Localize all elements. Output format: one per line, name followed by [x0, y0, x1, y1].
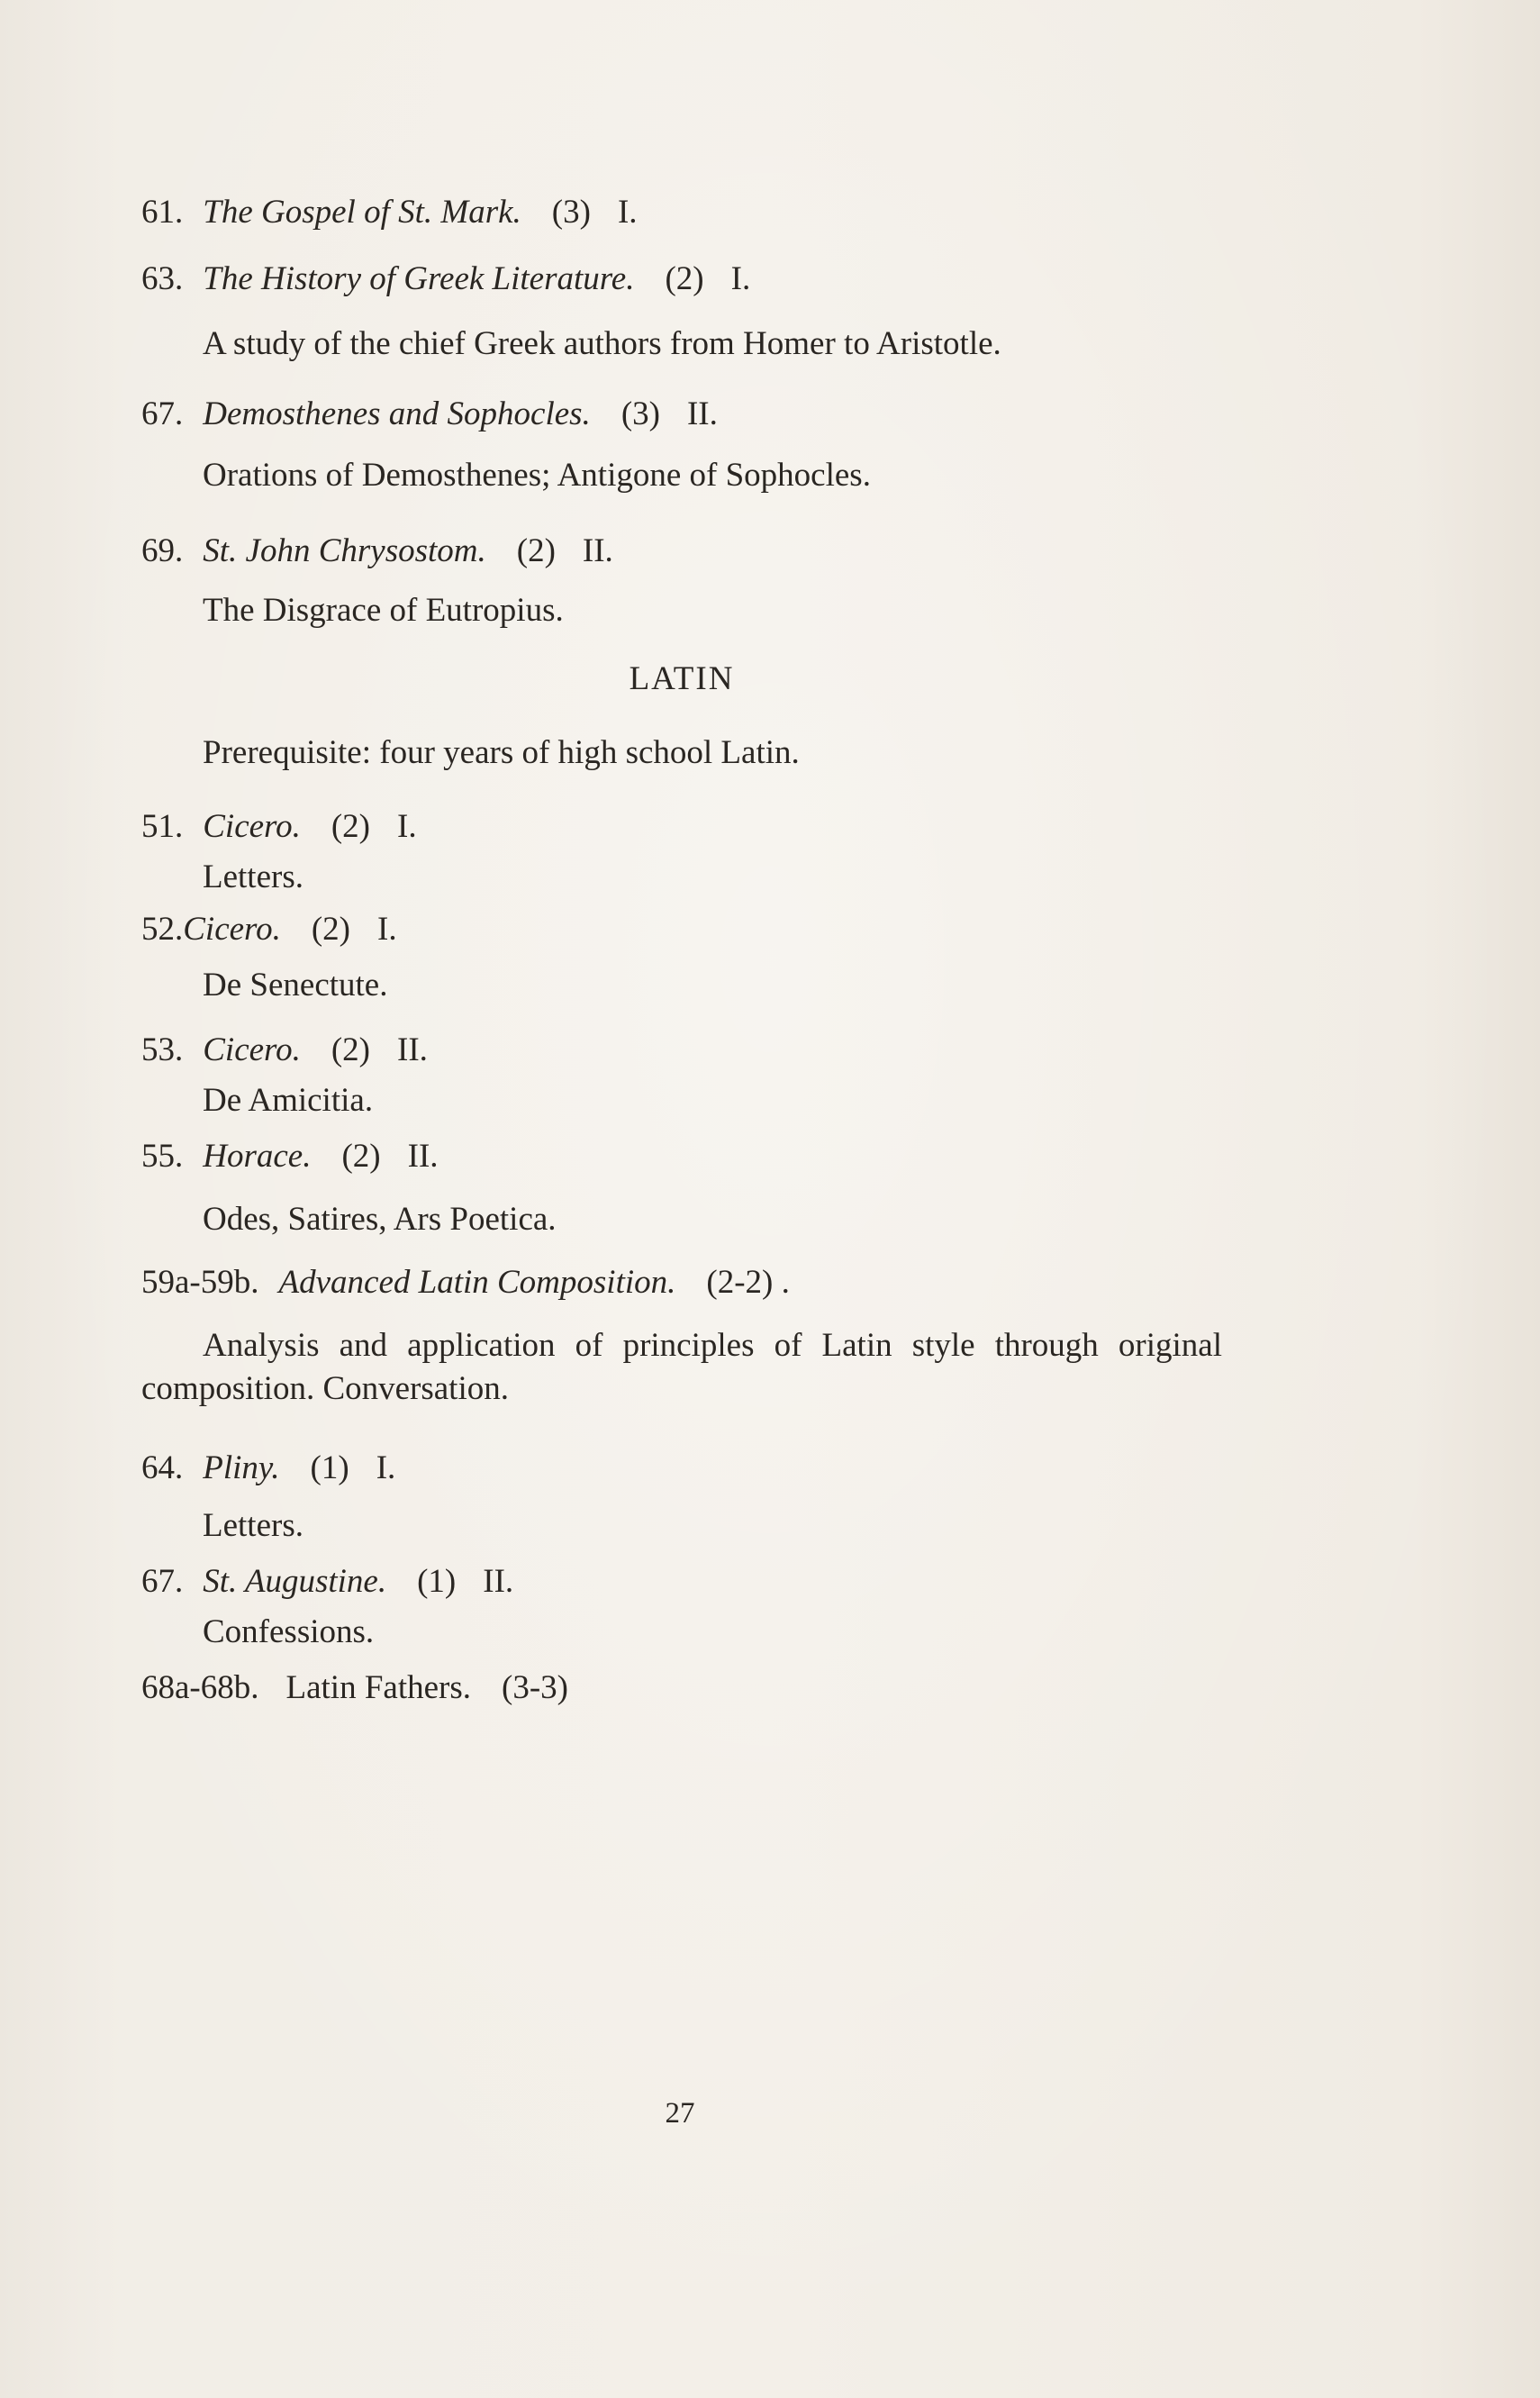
course-description: De Amicitia. [203, 1082, 374, 1119]
course-description: Orations of Demosthenes; Antigone of Sophocles. [203, 457, 871, 494]
course-heading [141, 1447, 1222, 1490]
course-term: II. [483, 1563, 514, 1600]
course-heading [141, 1029, 1222, 1072]
course-term: I. [730, 260, 751, 297]
course-heading [141, 191, 1222, 234]
course-description: Odes, Satires, Ars Poetica. [203, 1201, 557, 1238]
course-term: I. [377, 911, 397, 948]
course-heading [141, 908, 1222, 951]
course-heading [141, 530, 1222, 573]
course-number: 63. [141, 260, 184, 297]
course-number: 59a-59b. [141, 1264, 259, 1301]
course-number: 52. [141, 911, 184, 948]
course-credits: (3) [621, 395, 660, 432]
course-heading [141, 258, 1222, 301]
course-number: 68a-68b. [141, 1669, 259, 1706]
course-entry-latin-67 [141, 1560, 1222, 1654]
course-heading [141, 393, 1222, 436]
course-title: St. John Chrysostom. [203, 532, 486, 569]
course-credits: (2) [665, 260, 704, 297]
course-entry-latin-55 [141, 1135, 1222, 1241]
course-title: Pliny. [203, 1449, 280, 1486]
course-credits: (2) [331, 1031, 370, 1068]
course-number: 55. [141, 1138, 184, 1175]
course-number: 69. [141, 532, 184, 569]
course-description: The Disgrace of Eutropius. [203, 592, 564, 629]
course-number: 53. [141, 1031, 184, 1068]
course-description: Letters. [203, 858, 303, 895]
course-description: Analysis and application of principles of Latin style through original composition. Conversation. [141, 1327, 1222, 1407]
course-description: A study of the chief Greek authors from Homer to Aristotle. [203, 325, 1001, 362]
course-term: II. [582, 532, 613, 569]
course-title: The History of Greek Literature. [203, 260, 635, 297]
course-title: Cicero. [183, 911, 281, 948]
course-number: 64. [141, 1449, 184, 1486]
course-entry-greek-63 [141, 258, 1222, 366]
course-number: 51. [141, 808, 184, 845]
course-title: The Gospel of St. Mark. [203, 194, 521, 231]
course-entry-latin-53 [141, 1029, 1222, 1122]
course-credits: (2) [341, 1138, 381, 1175]
course-description: Confessions. [203, 1613, 375, 1650]
course-title: Demosthenes and Sophocles. [203, 395, 591, 432]
course-credits: (2) [331, 808, 370, 845]
course-title: Cicero. [203, 1031, 301, 1068]
course-term: II. [686, 395, 718, 432]
course-credits: (2) [516, 532, 556, 569]
course-heading [141, 1560, 1222, 1603]
course-title: Advanced Latin Composition. [278, 1264, 676, 1301]
course-credits: (3-3) [502, 1669, 568, 1706]
course-number: 67. [141, 395, 184, 432]
course-credits: (3) [551, 194, 591, 231]
course-title: Latin Fathers. [285, 1669, 472, 1706]
course-description: De Senectute. [203, 967, 388, 1004]
course-term: I. [376, 1449, 396, 1486]
course-heading [141, 1261, 1222, 1304]
course-description: Letters. [203, 1507, 303, 1544]
course-heading [141, 1135, 1222, 1178]
section-heading-latin: LATIN [629, 660, 735, 697]
course-credits: (1) [417, 1563, 457, 1600]
page-number: 27 [665, 2097, 695, 2130]
course-term: II. [397, 1031, 428, 1068]
course-title: Horace. [203, 1138, 312, 1175]
course-number: 67. [141, 1563, 184, 1600]
course-term: I. [397, 808, 417, 845]
course-heading [141, 805, 1222, 849]
course-entry-greek-67 [141, 393, 1222, 497]
course-title: St. Augustine. [203, 1563, 387, 1600]
course-listing [141, 191, 1222, 1710]
course-entry-greek-69 [141, 530, 1222, 632]
course-title: Cicero. [203, 808, 301, 845]
course-credits: (2-2) . [706, 1264, 790, 1301]
course-term: II. [407, 1138, 439, 1175]
course-entry-latin-51 [141, 805, 1222, 899]
course-credits: (1) [310, 1449, 349, 1486]
course-entry-latin-59a-59b [141, 1261, 1222, 1411]
course-entry-latin-52 [141, 908, 1222, 1007]
course-number: 61. [141, 194, 184, 231]
course-entry-latin-64 [141, 1447, 1222, 1548]
course-entry-greek-61 [141, 191, 1222, 234]
course-heading [141, 1667, 1222, 1710]
course-entry-latin-68a-68b [141, 1667, 1222, 1710]
latin-prerequisite: Prerequisite: four years of high school Latin. [203, 734, 800, 771]
course-credits: (2) [311, 911, 350, 948]
course-term: I. [617, 194, 638, 231]
